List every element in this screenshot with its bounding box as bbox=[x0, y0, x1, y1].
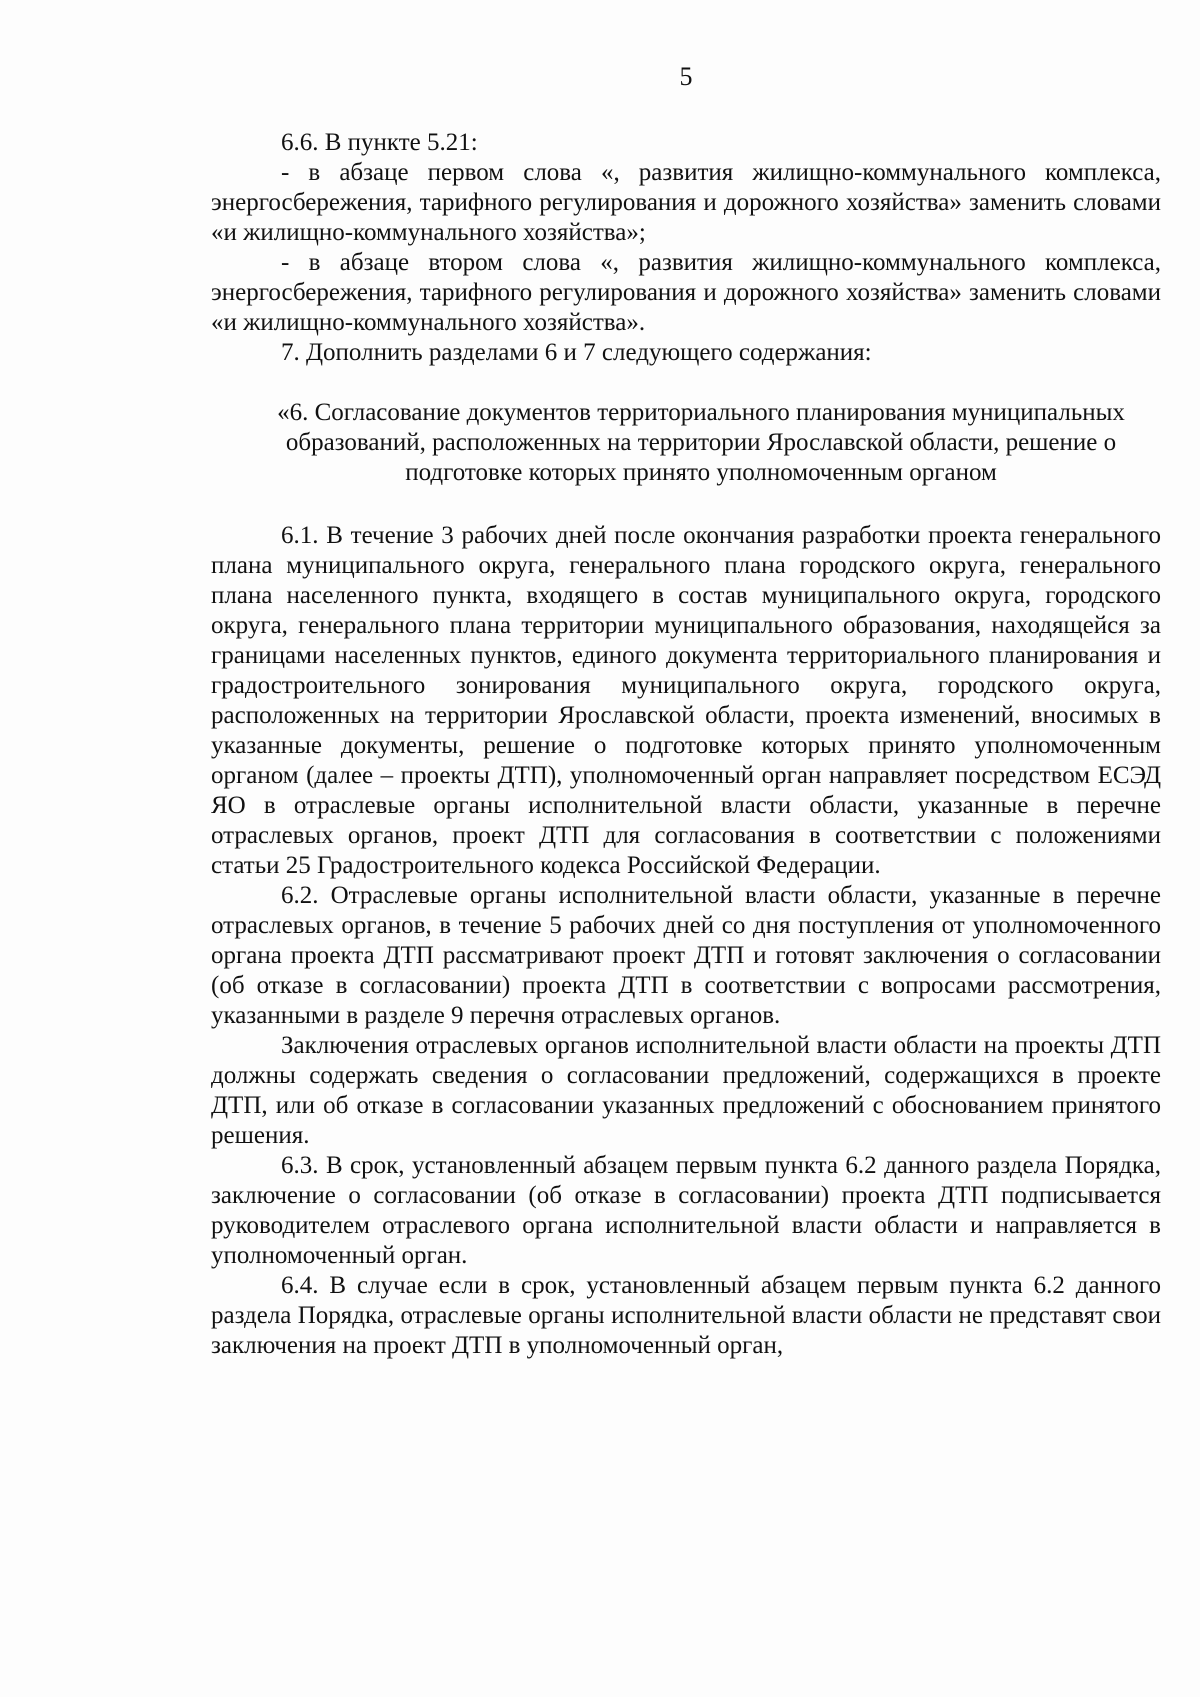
paragraph-6-2: 6.2. Отраслевые органы исполнительной власти области, указанные в перечне отраслевых органов, в течение 5 рабочих дней со дня поступления от уполномоченного органа проекта ДТП рассматривают проект ДТП и готовят заключения о согласовании (об отказе в согласовании) проекта ДТП в соответствии с вопросами рассмотрения, указанными в разделе 9 перечня отраслевых органов. bbox=[211, 882, 1161, 1029]
paragraph-6-6: 6.6. В пункте 5.21: bbox=[281, 129, 478, 156]
paragraph-6-4: 6.4. В случае если в срок, установленный абзацем первым пункта 6.2 данного раздела Порядка, отраслевые органы исполнительной власти области не представят свои заключения на проект ДТП в уполномоченный орган, bbox=[211, 1272, 1161, 1359]
paragraph-7: 7. Дополнить разделами 6 и 7 следующего содержания: bbox=[281, 339, 872, 366]
paragraph-6-3: 6.3. В срок, установленный абзацем первым пункта 6.2 данного раздела Порядка, заключение о согласовании (об отказе в согласовании) проекта ДТП подписывается руководителем отраслевого органа исполнительной власти области и направляется в уполномоченный орган. bbox=[211, 1152, 1161, 1269]
section-6-heading: «6. Согласование документов территориального планирования муниципальных образований, расположенных на территории Ярославской области, решение о подготовке которых принято уполномоченным органом bbox=[277, 399, 1125, 486]
paragraph-6-6-first-abzac: - в абзаце первом слова «, развития жилищно-коммунального комплекса, энергосбережения, тарифного регулирования и дорожного хозяйства» заменить словами «и жилищно-коммунального хозяйства»; bbox=[211, 159, 1161, 246]
paragraph-6-1: 6.1. В течение 3 рабочих дней после окончания разработки проекта генерального плана муниципального округа, генерального плана городского округа, генерального плана населенного пункта, входящего в состав муниципального округа, городского округа, генерального плана территории муниципального образования, находящейся за границами населенных пунктов, единого документа территориального планирования и градостроительного зонирования муниципального округа, городского округа, расположенных на территории Ярославской области, проекта изменений, вносимых в указанные документы, решение о подготовке которых принято уполномоченным органом (далее – проекты ДТП), уполномоченный орган направляет посредством ЕСЭД ЯО в отраслевые органы исполнительной власти области, указанные в перечне отраслевых органов, проект ДТП для согласования в соответствии с положениями статьи 25 Градостроительного кодекса Российской Федерации. bbox=[211, 522, 1161, 879]
paragraph-6-6-second-abzac: - в абзаце втором слова «, развития жилищно-коммунального комплекса, энергосбережения, тарифного регулирования и дорожного хозяйства» заменить словами «и жилищно-коммунального хозяйства». bbox=[211, 249, 1161, 336]
page-number: 5 bbox=[679, 62, 693, 91]
document-body bbox=[211, 128, 1161, 1361]
paragraph-6-2-conclusions: Заключения отраслевых органов исполнительной власти области на проекты ДТП должны содержать сведения о согласовании предложений, содержащихся в проекте ДТП, или об отказе в согласовании указанных предложений с обоснованием принятого решения. bbox=[211, 1032, 1161, 1149]
